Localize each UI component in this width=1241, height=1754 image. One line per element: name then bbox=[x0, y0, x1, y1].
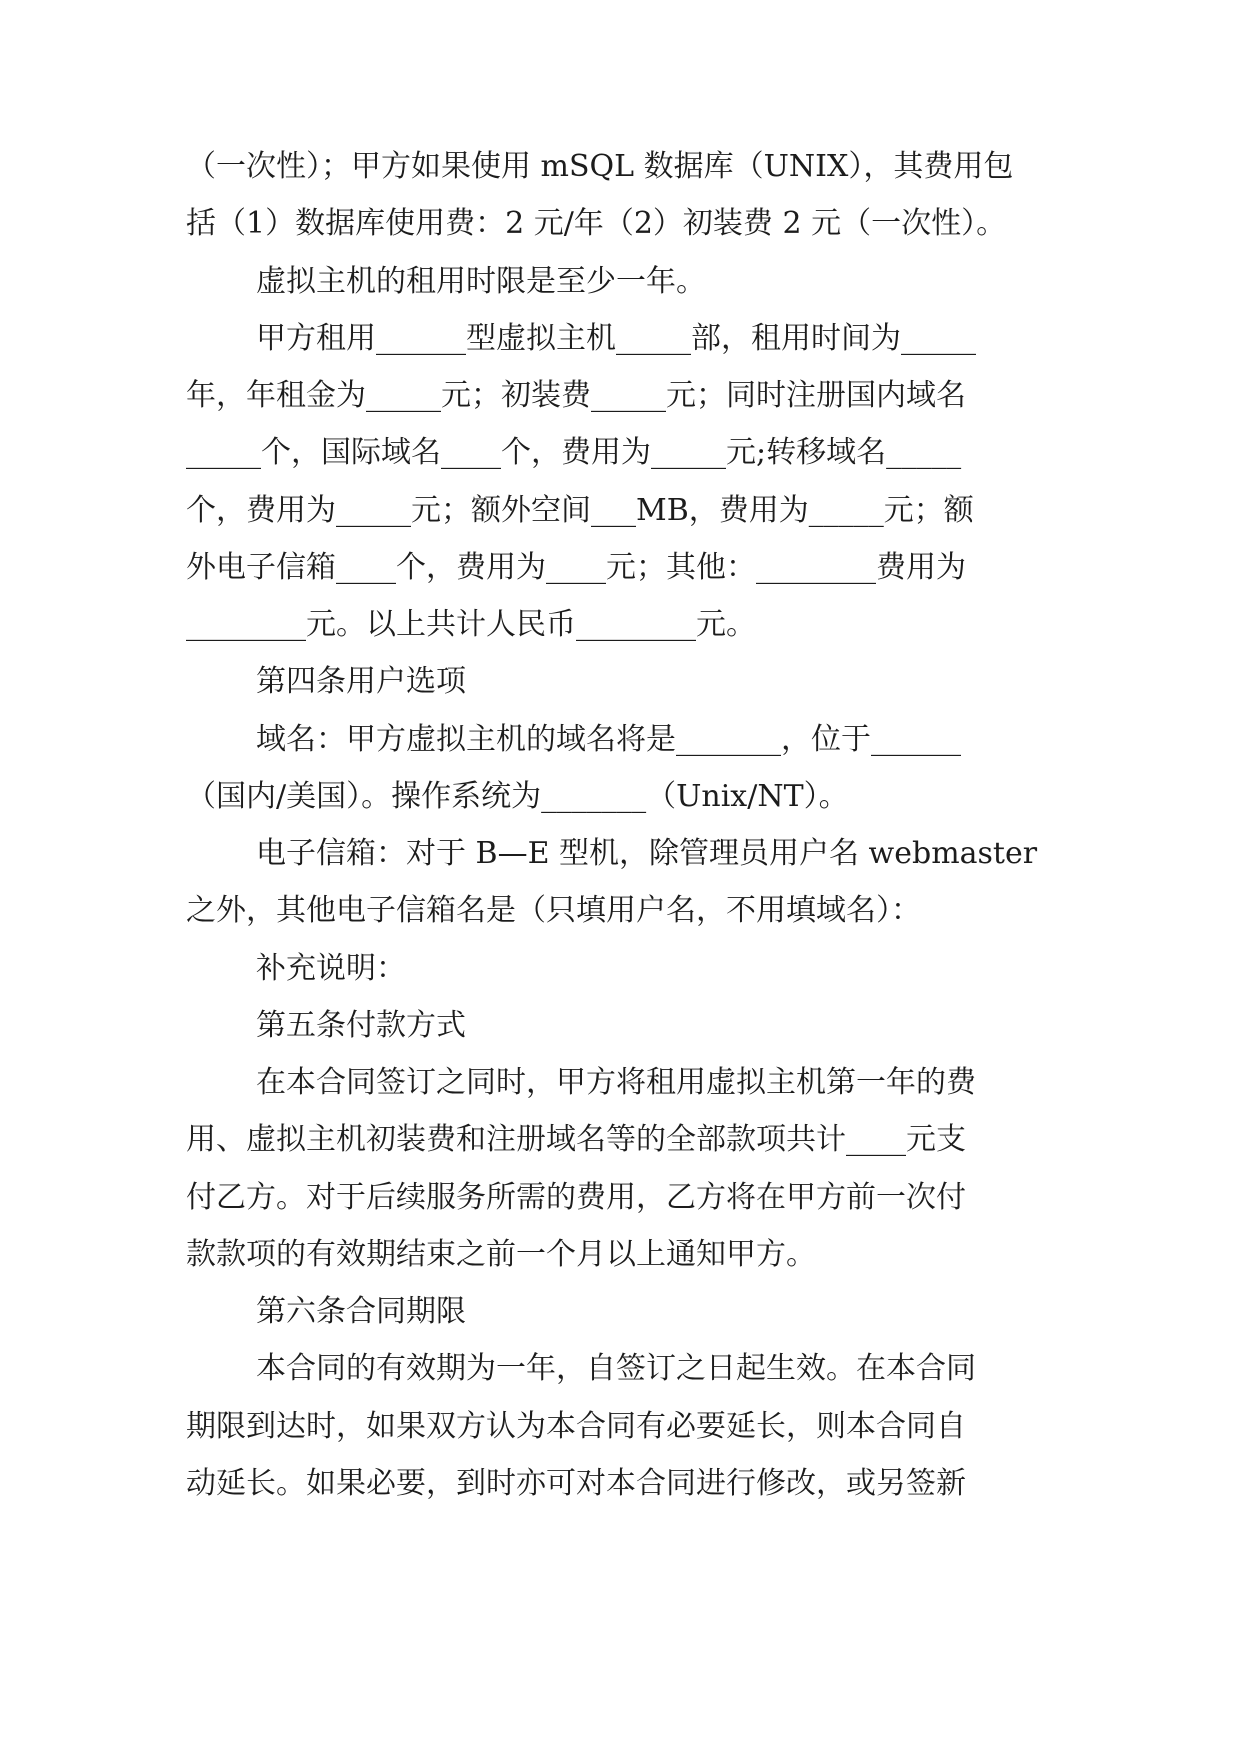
text-line: 付乙方。对于后续服务所需的费用，乙方将在甲方前一次付 bbox=[186, 1180, 966, 1215]
section-heading: 第六条合同期限 bbox=[256, 1294, 466, 1329]
text-line: （一次性）；甲方如果使用 mSQL 数据库（UNIX），其费用包 bbox=[186, 149, 1014, 184]
text-line: 用、虚拟主机初装费和注册域名等的全部款项共计____元支 bbox=[186, 1122, 966, 1157]
text-line: 个，费用为_____元；额外空间___MB，费用为_____元；额 bbox=[186, 493, 974, 528]
text-line: 款款项的有效期结束之前一个月以上通知甲方。 bbox=[186, 1237, 816, 1272]
text-line: 外电子信箱____个，费用为____元；其他：________费用为 bbox=[186, 550, 966, 585]
text-line: 补充说明： bbox=[256, 951, 406, 986]
text-line: 年，年租金为_____元；初装费_____元；同时注册国内域名 bbox=[186, 378, 966, 413]
section-heading: 第四条用户选项 bbox=[256, 664, 466, 699]
text-line: （国内/美国）。操作系统为_______（Unix/NT）。 bbox=[186, 779, 849, 814]
text-line: 本合同的有效期为一年，自签订之日起生效。在本合同 bbox=[256, 1351, 976, 1386]
text-line: 括（1）数据库使用费：2 元/年（2）初装费 2 元（一次性）。 bbox=[186, 206, 1007, 241]
text-line: 电子信箱：对于 B—E 型机，除管理员用户名 webmaster bbox=[256, 836, 1038, 871]
text-line: 虚拟主机的租用时限是至少一年。 bbox=[256, 264, 706, 299]
text-line: 域名：甲方虚拟主机的域名将是_______，位于______ bbox=[256, 722, 961, 757]
text-line: 动延长。如果必要，到时亦可对本合同进行修改，或另签新 bbox=[186, 1466, 966, 1501]
text-line: _____个，国际域名____个，费用为_____元;转移域名_____ bbox=[186, 435, 962, 470]
text-line: 期限到达时，如果双方认为本合同有必要延长，则本合同自 bbox=[186, 1409, 966, 1444]
section-heading: 第五条付款方式 bbox=[256, 1008, 466, 1043]
text-line: 在本合同签订之同时，甲方将租用虚拟主机第一年的费 bbox=[256, 1065, 976, 1100]
text-line: 甲方租用______型虚拟主机_____部，租用时间为_____ bbox=[256, 321, 976, 356]
text-line: ________元。以上共计人民币________元。 bbox=[186, 607, 756, 642]
text-line: 之外，其他电子信箱名是（只填用户名，不用填域名）： bbox=[186, 893, 921, 928]
